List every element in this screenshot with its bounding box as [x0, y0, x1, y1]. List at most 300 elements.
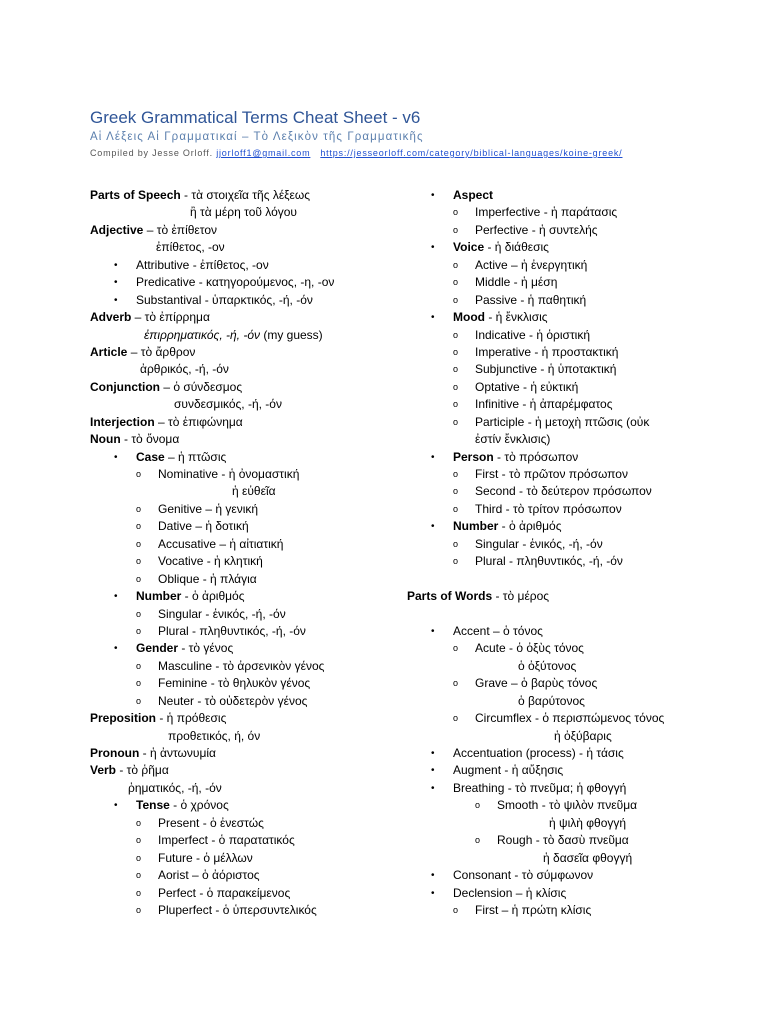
sub-bullet-icon: o — [453, 904, 459, 915]
entry-text — [475, 379, 578, 396]
definition-text: – ὁ σύνδεσμος — [159, 379, 243, 394]
definition-text: συνδεσμικός, -ή, -όν — [174, 397, 282, 412]
compiled-label: Compiled by Jesse Orloff. — [90, 148, 213, 158]
entry-text — [453, 187, 493, 204]
definition-text: – τὸ ἐπίρρημα — [131, 310, 210, 325]
definition-text: Dative – ἡ δοτική — [158, 519, 249, 534]
sub-bullet-icon: o — [475, 835, 481, 846]
continuation-line — [90, 396, 400, 413]
definition-text: Neuter - τὸ οὐδετερὸν γένος — [158, 693, 308, 708]
term-label: Person — [453, 449, 494, 464]
entry-text — [158, 658, 324, 675]
sub-bullet-icon: o — [136, 695, 142, 706]
definition-text: ἡ ψιλὴ φθογγή — [549, 815, 627, 830]
continuation-line — [90, 361, 400, 378]
entry-text — [136, 292, 313, 309]
entry-text — [158, 815, 264, 832]
bullet-icon: • — [114, 294, 118, 306]
entry-text — [158, 693, 307, 710]
definition-text: ῥηματικός, -ή, -όν — [128, 780, 222, 795]
definition-text: Active – ἡ ἐνεργητική — [475, 257, 588, 272]
entry-text — [475, 414, 649, 431]
term-entry — [90, 187, 400, 204]
sub-bullet-icon: o — [136, 817, 142, 828]
sub-bullet-icon: o — [453, 713, 459, 724]
entry-text — [136, 274, 334, 291]
sub-bullet-icon: o — [453, 207, 459, 218]
definition-text: Future - ὁ μέλλων — [158, 850, 253, 865]
sub-bullet-icon: o — [136, 521, 142, 532]
term-label: Adjective — [90, 222, 144, 237]
continuation-line — [407, 658, 697, 675]
list-item — [407, 483, 697, 500]
entry-text — [453, 309, 548, 326]
entry-text — [475, 431, 550, 448]
term-entry — [90, 414, 400, 431]
entry-text — [158, 606, 286, 623]
list-item — [90, 832, 400, 849]
continuation-line — [407, 728, 697, 745]
term-entry — [407, 449, 697, 466]
sub-bullet-icon: o — [136, 852, 142, 863]
entry-text — [475, 902, 591, 919]
term-entry — [407, 239, 697, 256]
entry-text — [475, 396, 613, 413]
sub-bullet-icon: o — [453, 224, 459, 235]
bullet-icon: • — [431, 765, 435, 777]
bullet-icon: • — [431, 521, 435, 533]
sub-bullet-icon: o — [453, 277, 459, 288]
definition-text: Oblique - ἡ πλάγια — [158, 571, 257, 586]
entry-text — [158, 518, 249, 535]
term-entry — [90, 449, 400, 466]
continuation-line — [407, 693, 697, 710]
definition-text: Singular - ἑνικός, -ή, -όν — [475, 536, 603, 551]
entry-text — [156, 239, 225, 256]
definition-text: - τὸ ὄνομα — [120, 432, 180, 447]
website-link[interactable]: https://jesseorloff.com/category/biblical-languages/koine-greek/ — [320, 148, 623, 158]
entry-text — [453, 780, 626, 797]
italic-text: ἐπιρρηματικός, -ή, -όν — [144, 327, 260, 342]
entry-text — [168, 728, 260, 745]
definition-text: ἡ δασεῖα φθογγή — [543, 850, 633, 865]
list-item — [407, 222, 697, 239]
continuation-line — [90, 728, 400, 745]
entry-text — [549, 815, 626, 832]
entry-text — [475, 483, 652, 500]
entry-text — [90, 344, 195, 361]
list-item — [407, 396, 697, 413]
entry-text — [158, 553, 263, 570]
definition-text: Smooth - τὸ ψιλὸν πνεῦμα — [497, 798, 638, 813]
list-item — [90, 466, 400, 483]
entry-text — [90, 379, 242, 396]
term-entry — [90, 222, 400, 239]
entry-text — [158, 832, 295, 849]
spacer — [407, 606, 697, 623]
entry-text — [475, 222, 598, 239]
term-entry — [90, 640, 400, 657]
term-label: Noun — [90, 432, 121, 447]
definition-text: – ἡ πτῶσις — [164, 449, 227, 464]
definition-text: Augment - ἡ αὔξησις — [453, 763, 564, 778]
list-item — [407, 710, 697, 727]
sub-bullet-icon: o — [136, 469, 142, 479]
term-entry — [407, 309, 697, 326]
sub-bullet-icon: o — [453, 678, 459, 689]
list-item — [90, 815, 400, 832]
sub-bullet-icon: o — [453, 329, 459, 340]
entry-text — [475, 327, 590, 344]
list-item — [90, 693, 400, 710]
term-entry — [407, 588, 697, 605]
definition-text: Consonant - τὸ σύμφωνον — [453, 868, 594, 883]
entry-text — [475, 292, 586, 309]
definition-text: ἡ ὀξύβαρις — [554, 728, 612, 743]
entry-text — [174, 396, 282, 413]
definition-text: - τὰ στοιχεῖα τῆς λέξεως — [180, 188, 311, 202]
entry-text — [475, 536, 603, 553]
definition-text: – τὸ ἐπίθετον — [143, 222, 218, 237]
definition-text: Attributive - ἐπίθετος, -ον — [136, 257, 269, 272]
definition-text: - ἡ ἔνκλισις — [485, 310, 548, 325]
term-label: Case — [136, 449, 165, 464]
list-item — [90, 518, 400, 535]
entry-text — [554, 728, 612, 745]
list-item — [407, 466, 697, 483]
list-item — [90, 902, 400, 919]
entry-text — [407, 588, 549, 605]
email-link[interactable]: jjorloff1@gmail.com — [216, 148, 311, 158]
term-label: Tense — [136, 798, 170, 813]
definition-text: Rough - τὸ δασὺ πνεῦμα — [497, 833, 629, 848]
definition-text: Imperfective - ἡ παράτασις — [475, 205, 618, 220]
entry-text — [190, 204, 297, 221]
list-item — [407, 885, 697, 902]
definition-text: Pluperfect - ὁ ὑπερσυντελικός — [158, 902, 317, 917]
sub-bullet-icon: o — [453, 538, 459, 549]
definition-text: Imperfect - ὁ παρατατικός — [158, 833, 295, 848]
entry-text — [158, 902, 317, 919]
sub-bullet-icon: o — [453, 381, 459, 392]
list-item — [407, 204, 697, 221]
term-label: Conjunction — [90, 379, 160, 394]
definition-text: Accent – ὁ τόνος — [453, 623, 543, 638]
list-item — [407, 274, 697, 291]
definition-text: - ὁ ἀριθμός — [498, 519, 562, 534]
entry-text — [453, 745, 624, 762]
definition-text: (my guess) — [260, 327, 323, 342]
list-item — [407, 344, 697, 361]
entry-text — [518, 658, 576, 675]
definition-text: ἢ τὰ μέρη τοῦ λόγου — [190, 205, 297, 220]
term-label: Adverb — [90, 310, 132, 325]
list-item — [407, 361, 697, 378]
term-label: Interjection — [90, 414, 155, 429]
definition-text: - ἡ πρόθεσις — [156, 711, 227, 726]
term-entry — [90, 344, 400, 361]
definition-text: Second - τὸ δεύτερον πρόσωπον — [475, 484, 652, 499]
entry-text — [475, 553, 623, 570]
entry-text — [475, 466, 628, 483]
bullet-icon: • — [431, 782, 435, 794]
definition-text: Predicative - κατηγορούμενος, -η, -ον — [136, 275, 335, 290]
sub-bullet-icon: o — [475, 800, 481, 811]
definition-text: Substantival - ὑπαρκτικός, -ή, -όν — [136, 292, 313, 307]
list-item — [407, 762, 697, 779]
entry-text — [90, 414, 243, 431]
definition-text: Indicative - ἡ ὁριστική — [475, 327, 591, 342]
term-entry — [90, 797, 400, 814]
entry-text — [453, 518, 562, 535]
list-item — [407, 536, 697, 553]
entry-text — [90, 222, 217, 239]
entry-text — [158, 675, 310, 692]
sub-bullet-icon: o — [453, 416, 459, 427]
term-entry — [90, 762, 400, 779]
term-label: Preposition — [90, 711, 157, 726]
entry-text — [158, 885, 290, 902]
definition-text: Infinitive - ἡ ἀπαρέμφατος — [475, 397, 613, 412]
entry-text — [90, 187, 310, 204]
continuation-line — [407, 850, 697, 867]
list-item — [90, 553, 400, 570]
definition-text: - τὸ γένος — [178, 641, 234, 656]
term-label: Mood — [453, 310, 485, 325]
term-entry — [90, 309, 400, 326]
continuation-line — [407, 431, 697, 448]
entry-text — [90, 309, 210, 326]
definition-text: προθετικός, ή, όν — [168, 728, 261, 743]
term-entry — [90, 431, 400, 448]
list-item — [90, 850, 400, 867]
list-item — [90, 536, 400, 553]
term-entry — [90, 379, 400, 396]
sub-bullet-icon: o — [136, 835, 142, 846]
list-item — [407, 832, 697, 849]
entry-text — [475, 204, 617, 221]
list-item — [407, 780, 697, 797]
definition-text: Plural - πληθυντικός, -ή, -όν — [158, 623, 306, 638]
list-item — [407, 553, 697, 570]
entry-text — [136, 640, 233, 657]
list-item — [90, 675, 400, 692]
entry-text — [158, 536, 283, 553]
entry-text — [136, 797, 229, 814]
definition-text: ἀρθρικός, -ή, -όν — [140, 362, 229, 377]
definition-text: Accentuation (process) - ἡ τάσις — [453, 746, 624, 760]
sub-bullet-icon: o — [453, 556, 459, 567]
definition-text: Perfective - ἡ συντελής — [475, 222, 598, 237]
definition-text: – τὸ ἐπιφώνημα — [154, 414, 243, 429]
entry-text — [232, 483, 276, 500]
entry-text — [90, 745, 216, 762]
definition-text: Participle - ἡ μετοχὴ πτῶσις (οὐκ — [475, 414, 650, 429]
sub-bullet-icon: o — [136, 678, 142, 689]
sub-bullet-icon: o — [136, 660, 142, 671]
definition-text: - ἡ ἀντωνυμία — [139, 746, 216, 760]
entry-text — [158, 571, 257, 588]
term-label: Parts of Speech — [90, 188, 181, 202]
list-item — [407, 867, 697, 884]
left-column — [90, 187, 400, 919]
definition-text: Circumflex - ὁ περισπώμενος τόνος — [475, 711, 665, 726]
sub-bullet-icon: o — [453, 503, 459, 514]
continuation-line — [90, 239, 400, 256]
term-label: Parts of Words — [407, 589, 493, 604]
sub-bullet-icon: o — [453, 294, 459, 305]
list-item — [407, 379, 697, 396]
entry-text — [158, 466, 299, 483]
list-item — [407, 902, 697, 919]
list-item — [90, 885, 400, 902]
list-item — [90, 571, 400, 588]
sub-bullet-icon: o — [136, 538, 142, 549]
entry-text — [144, 327, 323, 344]
definition-text: ὁ βαρύτονος — [518, 693, 585, 708]
bullet-icon: • — [431, 887, 435, 899]
list-item — [90, 867, 400, 884]
sub-bullet-icon: o — [136, 887, 142, 898]
right-column — [407, 187, 697, 919]
sub-bullet-icon: o — [136, 608, 142, 619]
definition-text: - τὸ πρόσωπον — [493, 449, 579, 464]
entry-text — [475, 257, 587, 274]
bullet-icon: • — [431, 748, 435, 759]
definition-text: – τὸ ἄρθρον — [127, 344, 196, 359]
sub-bullet-icon: o — [136, 870, 142, 881]
list-item — [407, 501, 697, 518]
entry-text — [497, 832, 629, 849]
bullet-icon: • — [431, 870, 435, 882]
entry-text — [475, 710, 664, 727]
definition-text: Perfect - ὁ παρακείμενος — [158, 885, 291, 900]
entry-text — [128, 780, 222, 797]
term-label: Aspect — [453, 188, 494, 202]
continuation-line — [407, 815, 697, 832]
sub-bullet-icon: o — [453, 486, 459, 497]
definition-text: Masculine - τὸ ἀρσενικὸν γένος — [158, 658, 325, 673]
term-label: Number — [136, 589, 182, 604]
definition-text: ὁ ὀξύτονος — [518, 658, 577, 673]
definition-text: Acute - ὁ ὀξὺς τόνος — [475, 641, 584, 656]
list-item — [90, 274, 400, 291]
definition-text: ἡ εὐθεῖα — [232, 484, 276, 499]
entry-text — [475, 344, 618, 361]
document-subtitle: Αἱ Λέξεις Αἱ Γραμματικαί – Τὸ Λεξικὸν τῆς Γραμματικῆς — [90, 131, 424, 143]
continuation-line — [90, 780, 400, 797]
term-label: Pronoun — [90, 746, 140, 760]
definition-text: Singular - ἑνικός, -ή, -όν — [158, 606, 286, 621]
definition-text: Genitive – ἡ γενική — [158, 501, 259, 516]
entry-text — [453, 623, 543, 640]
entry-text — [90, 431, 179, 448]
definition-text: Breathing - τὸ πνεῦμα; ἡ φθογγή — [453, 780, 627, 795]
list-item — [407, 675, 697, 692]
definition-text: First – ἡ πρώτη κλίσις — [475, 902, 592, 917]
definition-text: Declension – ἡ κλίσις — [453, 885, 567, 900]
definition-text: Grave – ὁ βαρὺς τόνος — [475, 676, 598, 691]
entry-text — [453, 239, 549, 256]
definition-text: ἐστίν ἔνκλισις) — [475, 432, 551, 447]
definition-text: Accusative – ἡ αἰτιατική — [158, 536, 284, 551]
definition-text: Passive - ἡ παθητική — [475, 292, 587, 307]
entry-text — [475, 501, 622, 518]
list-item — [90, 292, 400, 309]
entry-text — [453, 449, 578, 466]
definition-text: - τὸ ῥῆμα — [116, 763, 169, 778]
entry-text — [136, 449, 226, 466]
list-item — [90, 606, 400, 623]
sub-bullet-icon: o — [136, 904, 142, 915]
entry-text — [475, 675, 597, 692]
bullet-icon: • — [114, 643, 118, 655]
bullet-icon: • — [431, 625, 435, 637]
term-label: Article — [90, 344, 128, 359]
entry-text — [90, 710, 226, 727]
sub-bullet-icon: o — [136, 503, 142, 514]
entry-text — [475, 361, 616, 378]
entry-text — [497, 797, 637, 814]
entry-text — [136, 588, 245, 605]
definition-text: Middle - ἡ μέση — [475, 275, 558, 290]
definition-text: Vocative - ἡ κλητική — [158, 554, 263, 569]
term-label: Number — [453, 519, 499, 534]
entry-text — [158, 867, 260, 884]
list-item — [90, 257, 400, 274]
sub-bullet-icon: o — [136, 573, 142, 584]
list-item — [407, 292, 697, 309]
entry-text — [543, 850, 632, 867]
term-label: Voice — [453, 240, 485, 255]
bullet-icon: • — [114, 451, 118, 463]
entry-text — [158, 623, 306, 640]
entry-text — [475, 274, 557, 291]
list-item — [90, 623, 400, 640]
sub-bullet-icon: o — [453, 469, 459, 479]
sub-bullet-icon: o — [453, 643, 459, 654]
term-entry — [90, 710, 400, 727]
term-label: Gender — [136, 641, 179, 656]
definition-text: - ὁ ἀριθμός — [181, 589, 245, 604]
definition-text: Imperative - ἡ προστακτική — [475, 344, 619, 359]
bullet-icon: • — [114, 277, 118, 289]
sub-bullet-icon: o — [453, 364, 459, 375]
definition-text: - τὸ μέρος — [492, 589, 550, 604]
definition-text: Present - ὁ ἐνεστώς — [158, 815, 264, 830]
definition-text: Third - τὸ τρίτον πρόσωπον — [475, 501, 622, 516]
bullet-icon: • — [431, 242, 435, 254]
term-entry — [407, 187, 697, 204]
list-item — [407, 414, 697, 431]
list-item — [407, 797, 697, 814]
list-item — [407, 623, 697, 640]
sub-bullet-icon: o — [453, 346, 459, 357]
list-item — [90, 658, 400, 675]
entry-text — [518, 693, 585, 710]
definition-text: Subjunctive - ἡ ὑποτακτική — [475, 362, 617, 377]
entry-text — [136, 257, 269, 274]
continuation-line — [90, 327, 400, 344]
definition-text: - ἡ διάθεσις — [484, 240, 549, 255]
term-label: Verb — [90, 763, 117, 778]
bullet-icon: • — [431, 451, 435, 463]
sub-bullet-icon: o — [453, 259, 459, 270]
term-entry — [90, 745, 400, 762]
list-item — [407, 640, 697, 657]
continuation-line — [90, 483, 400, 500]
list-item — [407, 327, 697, 344]
